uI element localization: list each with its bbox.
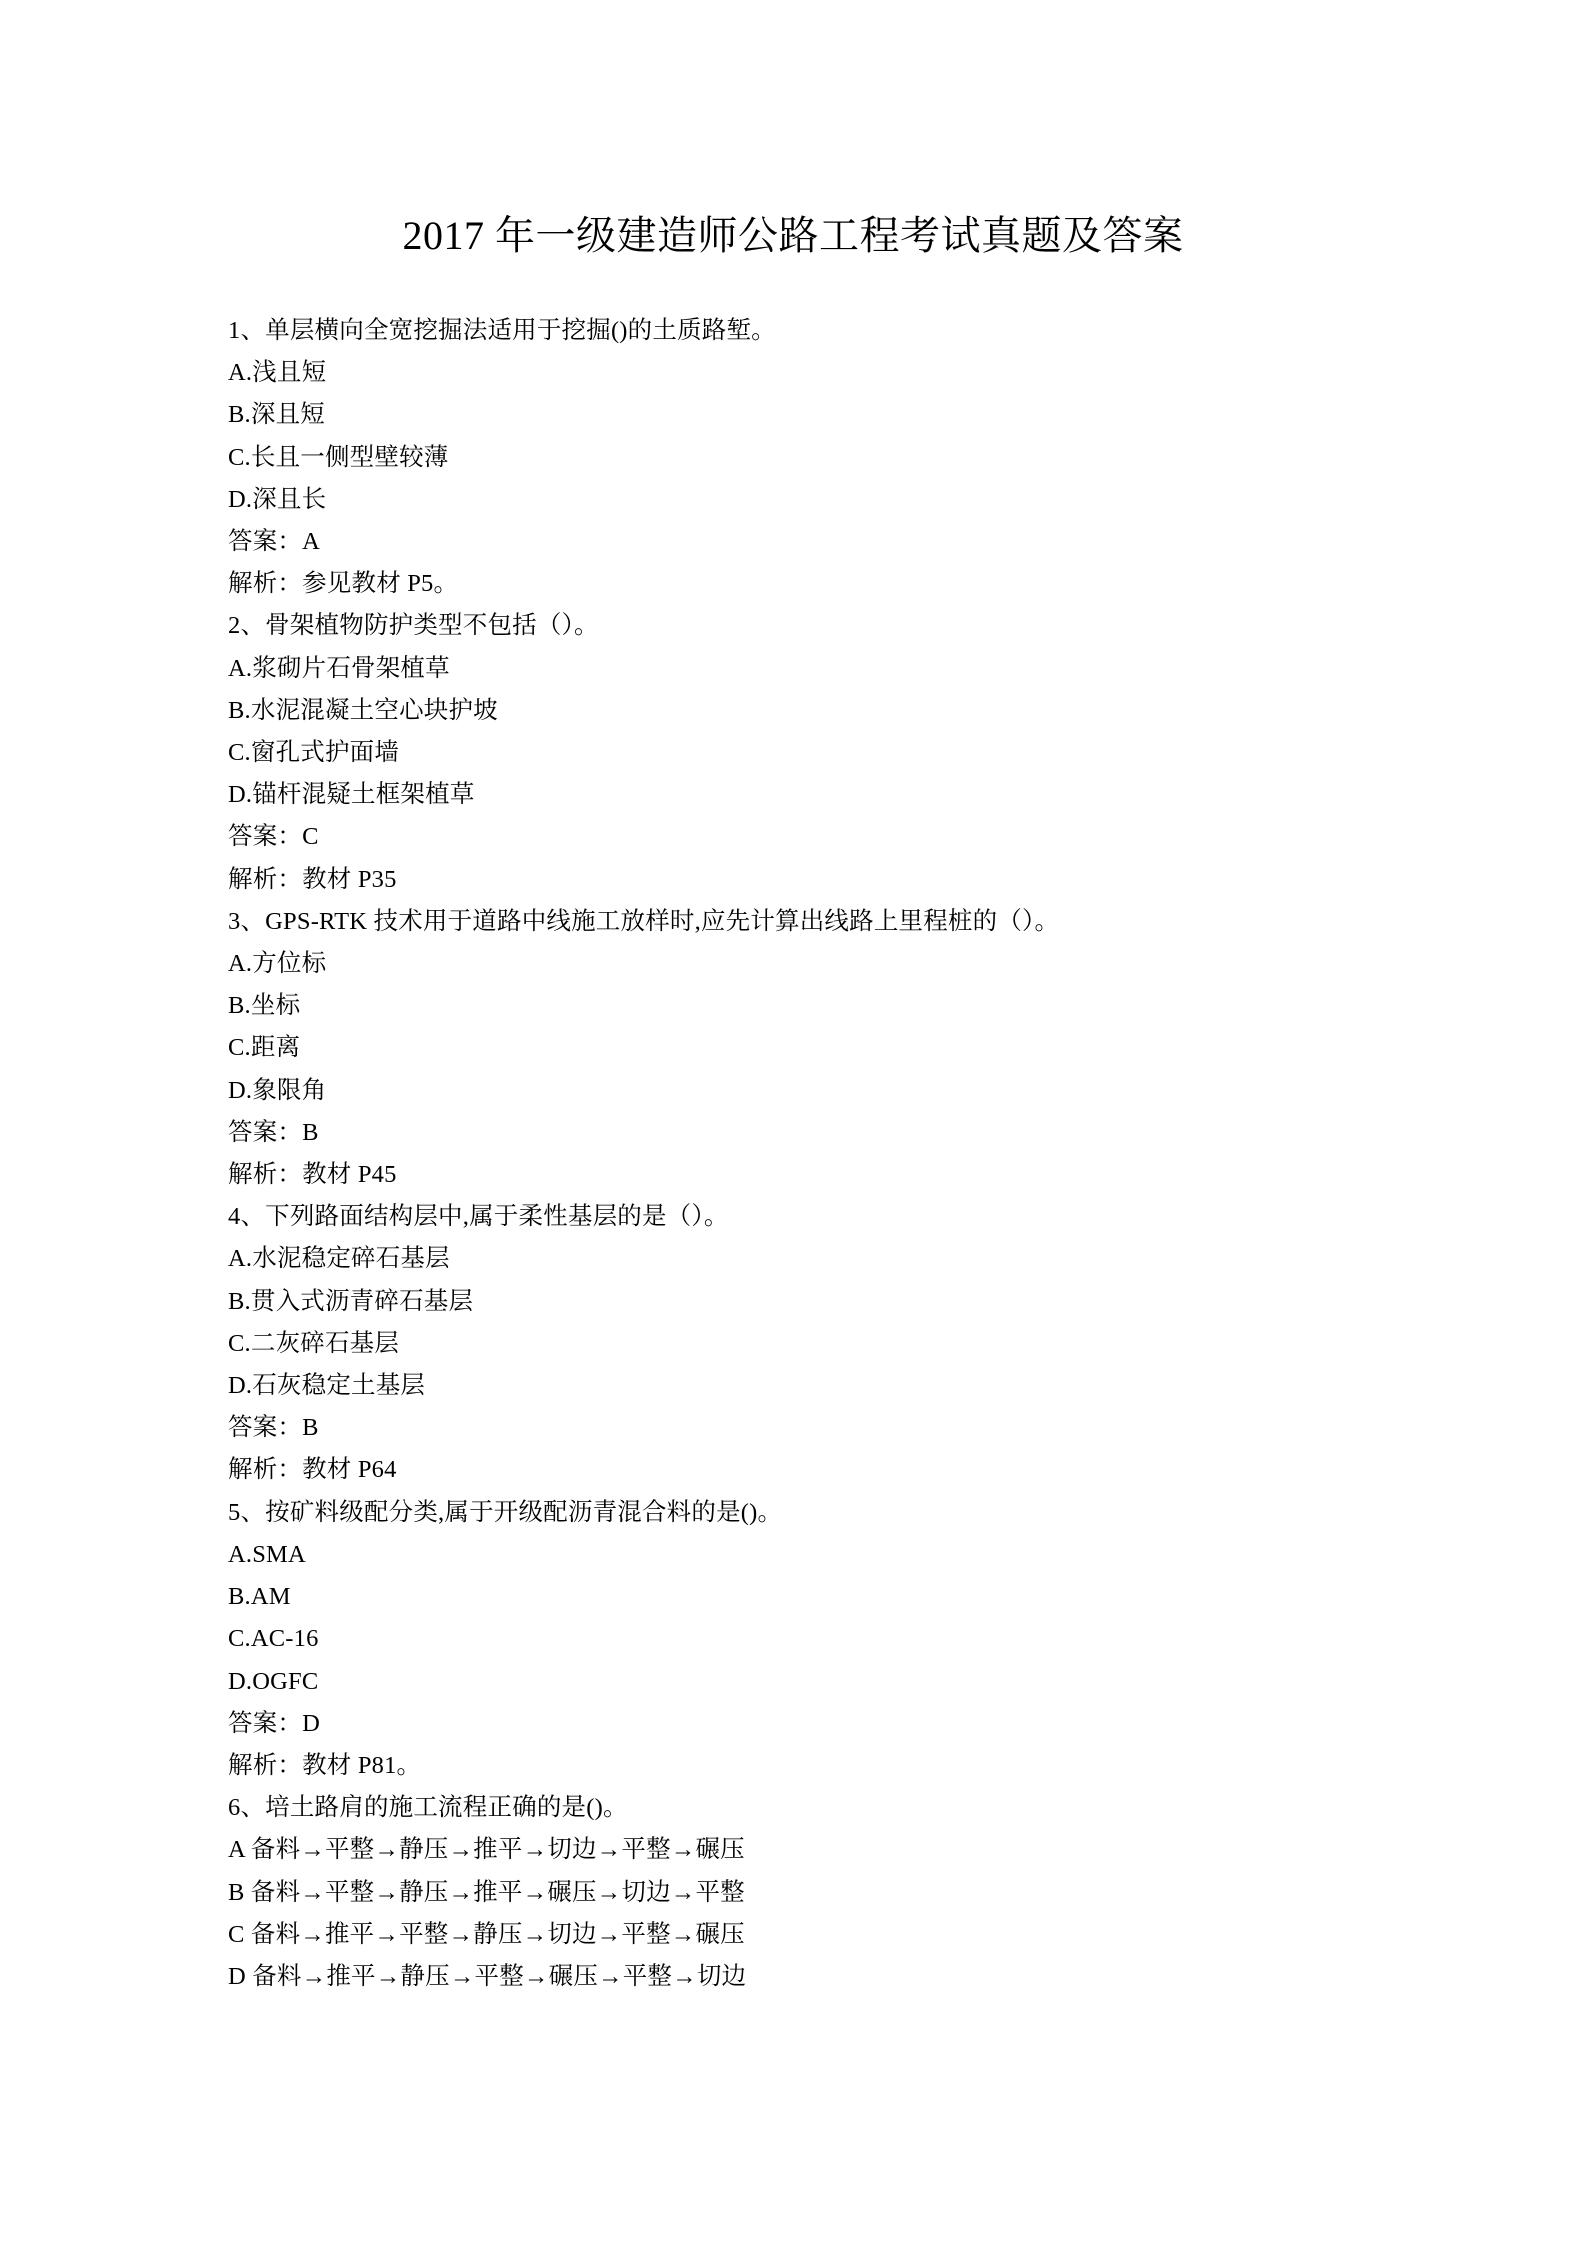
text-line: A.浅且短 [228,359,327,387]
text-line: A 备料→平整→静压→推平→切边→平整→碾压 [228,1836,745,1864]
text-line: 解析：教材 P81。 [228,1751,422,1779]
text-line: 答案：B [228,1118,319,1146]
text-line: A.浆砌片石骨架植草 [228,654,450,682]
text-line: B 备料→平整→静压→推平→碾压→切边→平整 [228,1878,745,1906]
text-line: B.AM [228,1583,291,1611]
text-line: 5、按矿料级配分类,属于开级配沥青混合料的是()。 [228,1498,783,1526]
text-line: 2、骨架植物防护类型不包括（）。 [228,612,599,640]
text-line: 解析：参见教材 P5。 [228,570,459,598]
text-line: D.象限角 [228,1076,327,1104]
text-line: B.贯入式沥青碎石基层 [228,1287,474,1315]
text-line: C.长且一侧型壁较薄 [228,443,449,471]
text-line: 答案：C [228,823,319,851]
text-line: D 备料→推平→静压→平整→碾压→平整→切边 [228,1962,747,1990]
text-line: B.坐标 [228,992,301,1020]
text-line: D.锚杆混疑土框架植草 [228,781,475,809]
text-line: B.水泥混凝土空心块护坡 [228,696,498,724]
document-body [228,310,1388,1998]
text-line: D.深且长 [228,485,327,513]
text-line: A.水泥稳定碎石基层 [228,1245,450,1273]
text-line: 答案：B [228,1414,319,1442]
page-title: 2017 年一级建造师公路工程考试真题及答案 [402,212,1184,258]
text-line: 解析：教材 P35 [228,865,397,893]
text-line: 答案：A [228,528,320,556]
text-line: C.AC-16 [228,1625,319,1653]
text-line: D.OGFC [228,1667,319,1695]
text-line: A.SMA [228,1540,306,1568]
text-line: B.深且短 [228,401,325,429]
text-line: A.方位标 [228,950,327,978]
text-line: 解析：教材 P64 [228,1456,397,1484]
text-line: C.二灰碎石基层 [228,1329,400,1357]
text-line: C.距离 [228,1034,301,1062]
text-line: 3、GPS-RTK 技术用于道路中线施工放样时,应先计算出线路上里程桩的（）。 [228,907,1060,935]
text-line: C.窗孔式护面墙 [228,739,400,767]
text-line: D.石灰稳定土基层 [228,1372,426,1400]
text-line: 6、培土路肩的施工流程正确的是()。 [228,1794,628,1822]
text-line: 解析：教材 P45 [228,1161,397,1189]
text-line: 4、下列路面结构层中,属于柔性基层的是（）。 [228,1203,729,1231]
text-line: 1、单层横向全宽挖掘法适用于挖掘()的土质路堑。 [228,317,776,344]
text-line: C 备料→推平→平整→静压→切边→平整→碾压 [228,1920,745,1948]
text-line: 答案：D [228,1709,320,1737]
